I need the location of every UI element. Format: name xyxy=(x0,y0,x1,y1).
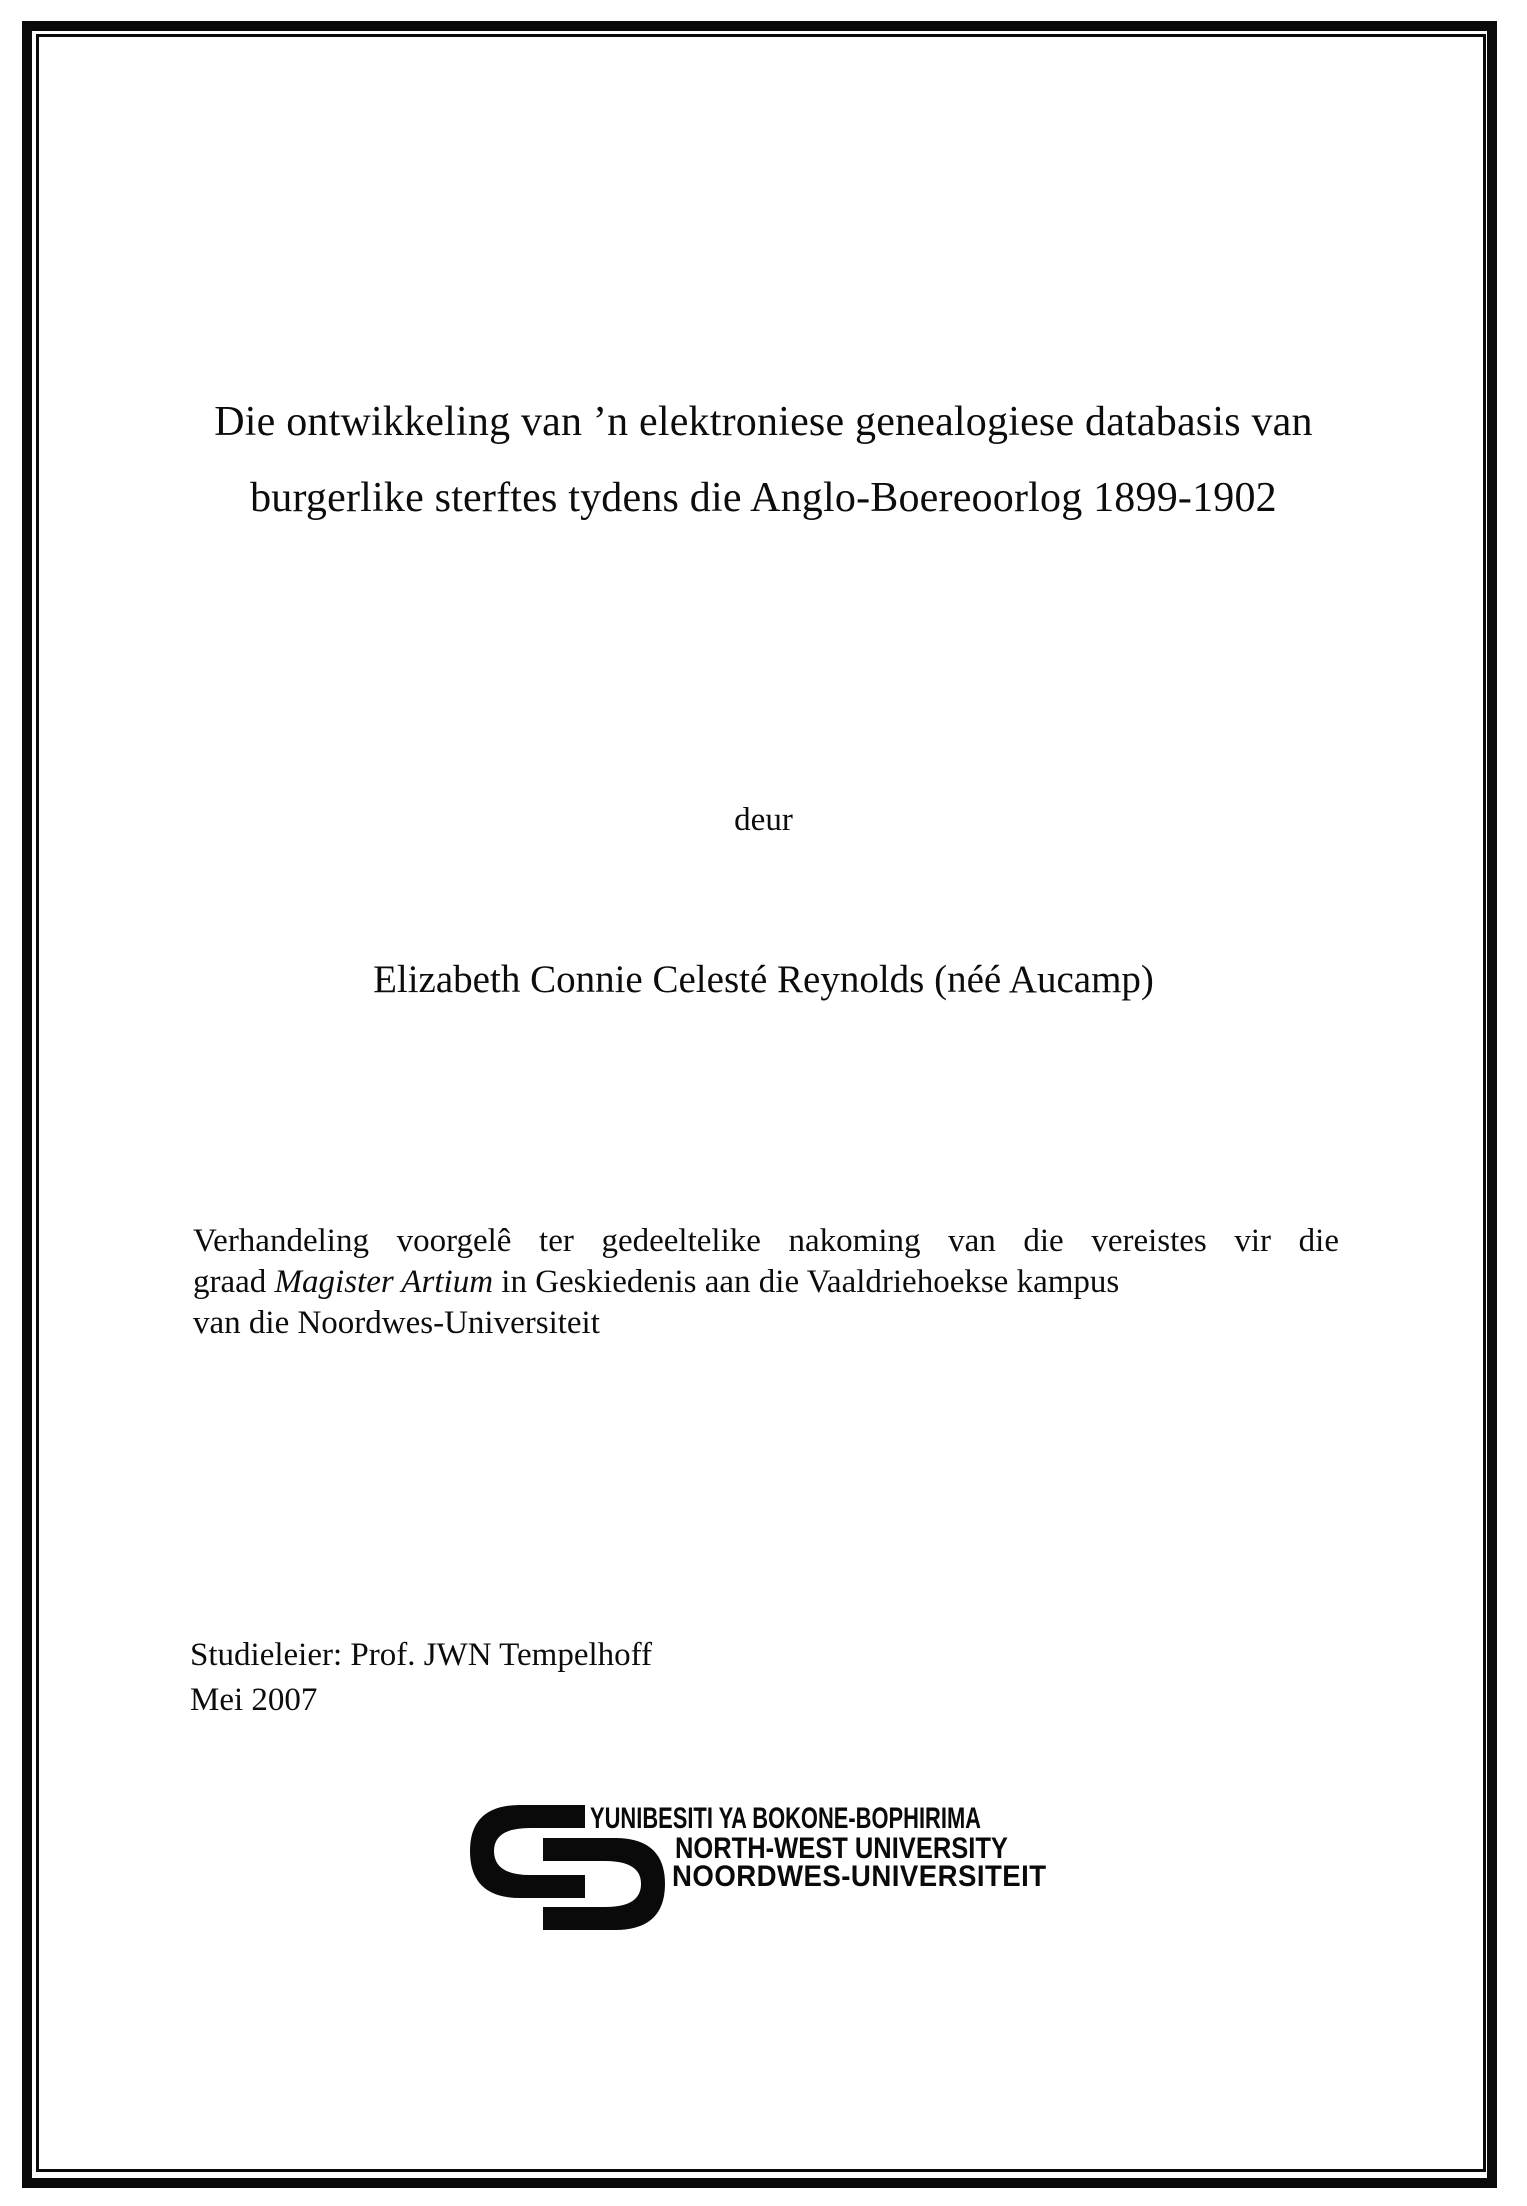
logo-text-line-2: NORTH-WEST UNIVERSITY xyxy=(675,1832,1008,1865)
statement-line-2-prefix: graad xyxy=(193,1264,275,1300)
date-line: Mei 2007 xyxy=(190,1682,318,1718)
submission-statement xyxy=(193,1221,1339,1344)
statement-line-1: Verhandeling voorgelê ter gedeeltelike nakoming van die vereistes vir die xyxy=(193,1223,1339,1259)
supervisor-block xyxy=(190,1633,652,1723)
thesis-title-line-1: Die ontwikkeling van ’n elektroniese genealogiese databasis van xyxy=(214,399,1313,445)
supervisor-line: Studieleier: Prof. JWN Tempelhoff xyxy=(190,1637,653,1673)
statement-line-2-suffix: in Geskiedenis aan die Vaaldriehoekse kampus xyxy=(493,1264,1120,1300)
statement-line-2 xyxy=(193,1262,1339,1303)
thesis-title-line-2: burgerlike sterftes tydens die Anglo-Boereoorlog 1899-1902 xyxy=(250,475,1277,521)
logo-text-line-3: NOORDWES-UNIVERSITEIT xyxy=(672,1860,1047,1893)
byline-deur: deur xyxy=(734,802,793,838)
statement-line-3: van die Noordwes-Universiteit xyxy=(193,1305,600,1341)
degree-name-italic: Magister Artium xyxy=(274,1264,494,1300)
thesis-title xyxy=(100,384,1427,536)
logo-text-line-1: YUNIBESITI YA BOKONE-BOPHIRIMA xyxy=(590,1802,982,1835)
author-name: Elizabeth Connie Celesté Reynolds (néé Aucamp) xyxy=(373,958,1154,1001)
